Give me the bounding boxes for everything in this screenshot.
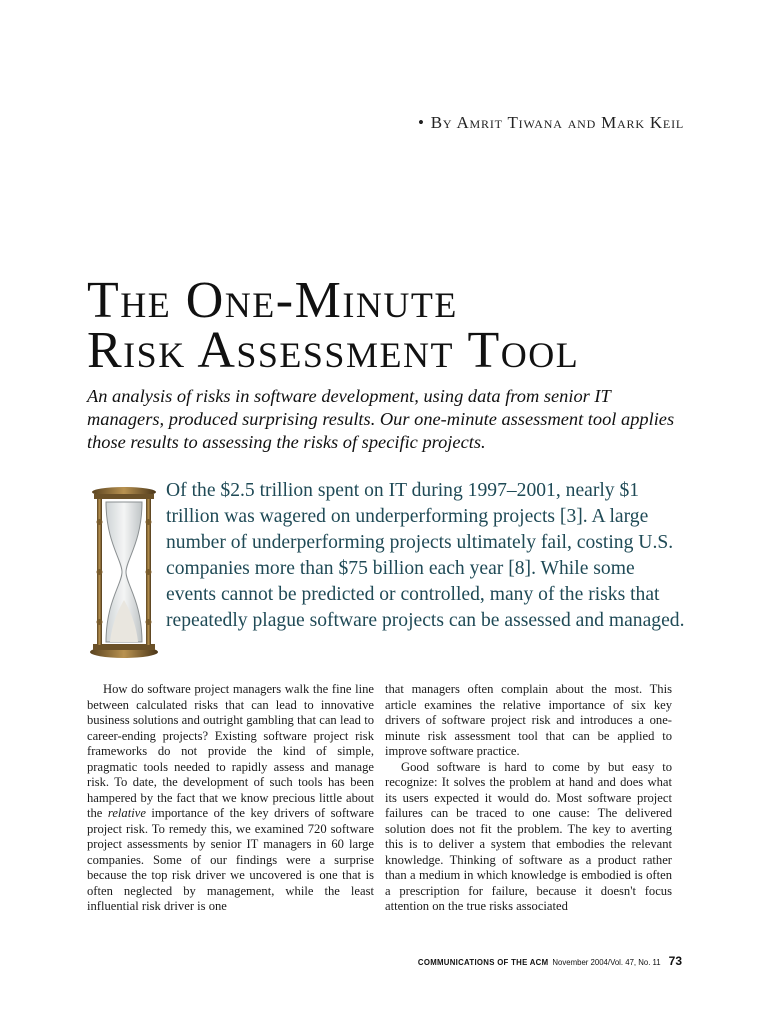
body-text: How do software project managers walk the fine line between calculated risks that can lead to innovative business solutions and outright gambling that can lead to career-ending projects? Existing software project risk frameworks do not provide the kind of simple, pragmatic tools needed to rapidly assess and manage risk. To date, the development of such tools has been hampered by the fact that we know precious little about the [87,682,374,820]
footer-issue: November 2004/Vol. 47, No. 11 [552,958,661,967]
body-paragraph: Good software is hard to come by but easy to recognize: It solves the problem at hand and does what its users expected it would do. Most software project failures can be traced to one cause: The delivered solution does not fit the problem. The key to averting this is to deliver a system that embodies the relevant knowledge. Thinking of software as a product rather than a medium in which knowledge is embodied is often a prescription for failure, because it doesn't focus attention on the true risks associated [385,759,672,913]
byline-authors: By Amrit Tiwana and Mark Keil [430,113,684,132]
page-footer [418,954,682,968]
page-number: 73 [668,954,682,968]
lead-paragraph: Of the $2.5 trillion spent on IT during 1997–2001, nearly $1 trillion was wagered on underperforming projects [3]. A large number of underperforming projects ultimately fail, costing U.S. companies more than $75 billion each year [8]. While some events cannot be predicted or controlled, many of the risks that repeatedly plague software projects can be assessed and managed. [166,480,685,631]
body-paragraph [87,682,374,915]
hourglass-icon [88,482,160,662]
body-paragraph-continued: that managers often complain about the most. This article examines the relative importance of six key drivers of software project risk and introduces a one-minute risk assessment tool that can be applied to improve software practice. [385,682,672,758]
article-deck: An analysis of risks in software development, using data from senior IT managers, produced surprising results. Our one-minute assessment tool applies those results to assessing the risks of specific projects. [87,386,675,452]
article-title [87,272,727,379]
body-column-right [385,682,672,915]
body-column-left [87,682,374,915]
title-line-1: The One-Minute [87,272,458,329]
byline-bullet: • [417,113,425,132]
byline [418,113,684,133]
body-emphasis: relative [107,806,146,820]
footer-journal: COMMUNICATIONS OF THE ACM [417,958,549,967]
title-line-2: Risk Assessment Tool [87,322,580,379]
body-text: importance of the key drivers of software project risk. To remedy this, we examined 720 software project assessments by senior IT managers in 60 large companies. Some of our findings were a surprise because the top risk driver we uncovered is one that is often neglected by management, while the least influential risk driver is one [87,806,374,913]
